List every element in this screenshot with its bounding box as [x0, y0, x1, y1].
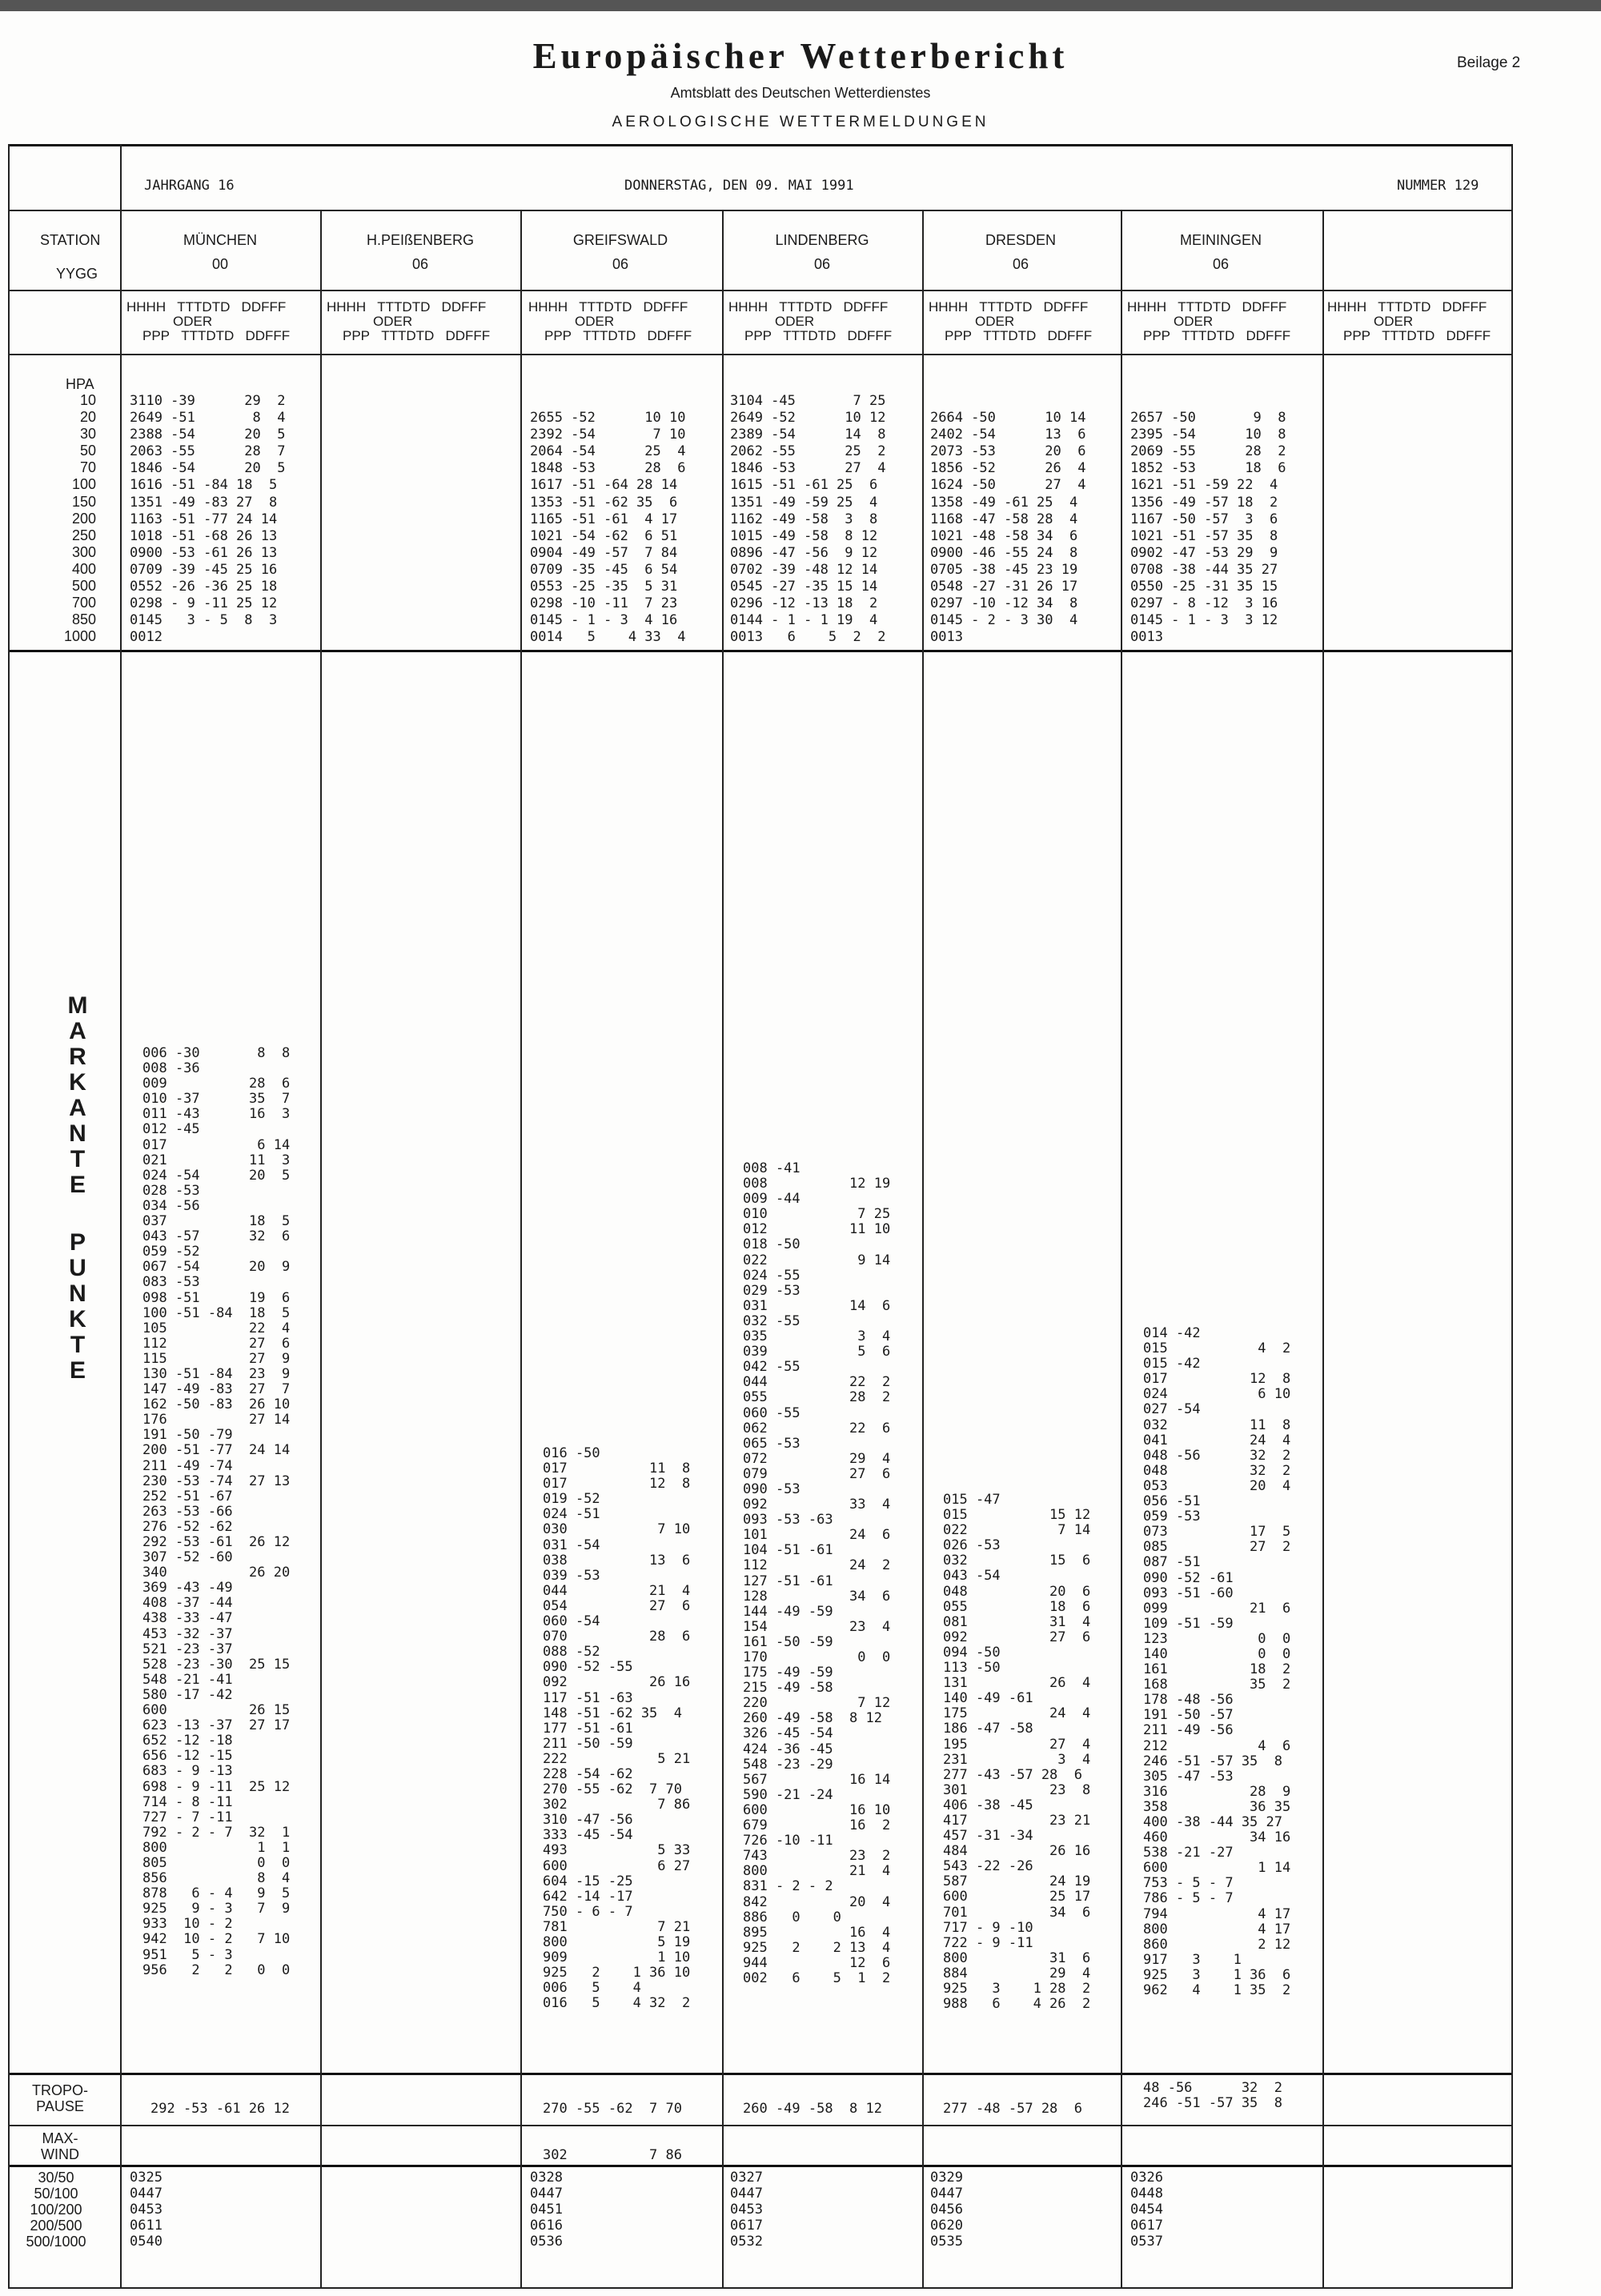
tropopause-label	[0, 2082, 120, 2114]
colhdr-lindenberg	[728, 300, 892, 343]
colhdr-tttdtd: TTTDTD	[583, 328, 636, 343]
tropopause-meiningen: 48 -56 32 2 246 -51 -57 35 8	[1143, 2080, 1282, 2112]
hpa-level-label: 20	[79, 409, 96, 426]
station-name-muenchen: MÜNCHEN	[183, 232, 257, 248]
significant-levels-dresden: 015 -47 015 15 12 022 7 14 026 -53 032 15 6 043 -54 048 20 6 055 18 6 081 31 4 092 27 6 094 -50 113 -50 131 26 4 140 -49 -61 175 24 4 186 -47 -58 195 27 4 231 3 4 277 -43 -57 28 6 301 23 8 406 -38 -45 417 23 21 457 -31 -34 484 26 16 543 -22 -26 587 24 19 600 25 17 701 34 6 717 - 9 -10 722 - 9 -11 800 31 6 884 29 4 925 3 1 28 2 988 6 4 26 2	[943, 1492, 1091, 2013]
colhdr-row-line	[8, 354, 1513, 355]
punkte-letter: T	[70, 1332, 86, 1358]
colhdr-ddfff: DDFFF	[1442, 299, 1487, 315]
colhdr-ppp: PPP	[544, 328, 572, 343]
station-time-lindenberg: 06	[813, 256, 831, 272]
frame-top-line	[8, 144, 1513, 146]
colhdr-meiningen	[1127, 300, 1290, 343]
layers-greifswald: 0328 0447 0451 0616 0536	[530, 2170, 563, 2250]
layer-label: 30/50	[38, 2170, 74, 2186]
colhdr-ddfff: DDFFF	[647, 328, 692, 343]
column-divider	[1121, 210, 1122, 2289]
significant-bottom-line	[8, 2073, 1513, 2075]
frame-right-line	[1511, 144, 1513, 2289]
colhdr-tttdtd: TTTDTD	[979, 299, 1033, 315]
layer-label: 200/500	[30, 2218, 82, 2234]
station-name-dresden: DRESDEN	[985, 232, 1056, 248]
hpa-level-label: 250	[71, 527, 96, 543]
colhdr-tttdtd: TTTDTD	[1178, 299, 1231, 315]
punkte-letter: U	[69, 1255, 86, 1281]
hpa-level-label: 400	[71, 560, 96, 577]
colhdr-greifswald	[528, 300, 692, 343]
significant-levels-lindenberg: 008 -41 008 12 19 009 -44 010 7 25 012 11 10 018 -50 022 9 14 024 -55 029 -53 031 14 6 032 -55 035 3 4 039 5 6 042 -55 044 22 2 055 28 2 060 -55 062 22 6 065 -53 072 29 4 079 27 6 090 -53 092 33 4 093 -53 -63 101 24 6 104 -51 -61 112 24 2 127 -51 -61 128 34 6 144 -49 -59 154 23 4 161 -50 -59 170 0 0 175 -49 -59 215 -49 -58 220 7 12 260 -49 -58 8 12 326 -45 -54 424 -36 -45 548 -23 -29 567 16 14 590 -21 -24 600 16 10 679 16 2 726 -10 -11 743 23 2 800 21 4 831 - 2 - 2 842 20 4 886 0 0 895 16 4 925 2 2 13 4 944 12 6 002 6 5 1 2	[743, 1160, 891, 1986]
markante-letter: K	[69, 1069, 86, 1096]
colhdr-tttdtd: TTTDTD	[1382, 328, 1435, 343]
colhdr-ppp: PPP	[1343, 328, 1371, 343]
hpa-level-label: 300	[71, 543, 96, 560]
station-label: STATION	[40, 232, 101, 248]
markante-letter: M	[67, 992, 88, 1019]
page-title: Europäischer Wetterbericht	[532, 36, 1069, 76]
hpa-level-list	[32, 392, 96, 645]
date-label: DONNERSTAG, DEN 09. MAI 1991	[624, 178, 854, 194]
station-time-dresden: 06	[1012, 256, 1029, 272]
markante-letter: N	[69, 1120, 86, 1147]
significant-levels-greifswald: 016 -50 017 11 8 017 12 8 019 -52 024 -51 030 7 10 031 -54 038 13 6 039 -53 044 21 4 054 27 6 060 -54 070 28 6 088 -52 090 -52 -55 092 26 16 117 -51 -63 148 -51 -62 35 4 177 -51 -61 211 -50 -59 222 5 21 228 -54 -62 270 -55 -62 7 70 302 7 86 310 -47 -56 333 -45 -54 493 5 33 600 6 27 604 -15 -25 642 -14 -17 750 - 6 - 7 781 7 21 800 5 19 909 1 10 925 2 1 36 10 006 5 4 016 5 4 32 2	[543, 1445, 691, 2012]
colhdr-tttdtd: TTTDTD	[181, 328, 235, 343]
hpa-level-label: 850	[71, 611, 96, 628]
issue-number: NUMMER 129	[1397, 178, 1479, 194]
colhdr-tttdtd: TTTDTD	[377, 299, 431, 315]
colhdr-tttdtd: TTTDTD	[783, 328, 837, 343]
colhdr-ddfff: DDFFF	[643, 299, 688, 315]
significant-levels-meiningen: 014 -42 015 4 2 015 -42 017 12 8 024 6 10 027 -54 032 11 8 041 24 4 048 -56 32 2 048 32 2 053 20 4 056 -51 059 -53 073 17 5 085 27 2 087 -51 090 -52 -61 093 -51 -60 099 21 6 109 -51 -59 123 0 0 140 0 0 161 18 2 168 35 2 178 -48 -56 191 -50 -57 211 -49 -56 212 4 6 246 -51 -57 35 8 305 -47 -53 316 28 9 358 36 35 400 -38 -44 35 27 460 34 16 538 -21 -27 600 1 14 753 - 5 - 7 786 - 5 - 7 794 4 17 800 4 17 860 2 12 917 3 1 925 3 1 36 6 962 4 1 35 2	[1143, 1325, 1291, 1999]
station-name-meiningen: MEININGEN	[1179, 232, 1262, 248]
colhdr-hhhh: HHHH	[1327, 299, 1367, 315]
frame-bottom-line	[8, 2287, 1513, 2289]
station-time-greifswald: 06	[612, 256, 629, 272]
tropopause-lindenberg: 260 -49 -58 8 12	[743, 2101, 882, 2117]
hpa-level-label: 150	[71, 493, 96, 510]
column-divider	[1322, 210, 1324, 2289]
volume-label: JAHRGANG 16	[144, 178, 235, 194]
colhdr-tttdtd: TTTDTD	[983, 328, 1037, 343]
colhdr-ddfff: DDFFF	[445, 328, 491, 343]
colhdr-extra	[1327, 300, 1491, 343]
maxwind-label	[0, 2130, 120, 2162]
section-title: AEROLOGISCHE WETTERMELDUNGEN	[612, 114, 989, 130]
colhdr-dresden	[929, 300, 1092, 343]
colhdr-ddfff: DDFFF	[847, 328, 893, 343]
colhdr-tttdtd: TTTDTD	[779, 299, 833, 315]
hpa-level-label: 10	[79, 392, 96, 408]
tropopause-greifswald: 270 -55 -62 7 70	[543, 2101, 682, 2117]
hpa-level-label: 70	[79, 459, 96, 476]
layer-label: 500/1000	[26, 2234, 86, 2250]
colhdr-ddfff: DDFFF	[1047, 328, 1093, 343]
hpa-level-label: 700	[71, 595, 96, 611]
column-divider	[520, 210, 522, 2289]
maxwind-greifswald: 302 7 86	[543, 2147, 682, 2163]
colhdr-tttdtd: TTTDTD	[579, 299, 632, 315]
hpa-level-label: 1000	[63, 628, 96, 645]
colhdr-hhhh: HHHH	[1127, 299, 1167, 315]
colhdr-oder: ODER	[1174, 314, 1214, 329]
hpa-label: HPA	[66, 376, 94, 392]
standard-levels-meiningen: 2657 -50 9 8 2395 -54 10 8 2069 -55 28 2 1852 -53 18 6 1621 -51 -59 22 4 1356 -49 -57 18 2 1167 -50 -57 3 6 1021 -51 -57 35 8 0902 -47 -53 29 9 0708 -38 -44 35 27 0550 -25 -31 35 15 0297 - 8 -12 3 16 0145 - 1 - 3 3 12 0013	[1130, 410, 1286, 646]
colhdr-ddfff: DDFFF	[245, 328, 291, 343]
colhdr-muenchen	[126, 300, 290, 343]
colhdr-hhhh: HHHH	[126, 299, 167, 315]
colhdr-hhhh: HHHH	[528, 299, 568, 315]
layers-muenchen: 0325 0447 0453 0611 0540	[130, 2170, 163, 2250]
colhdr-ddfff: DDFFF	[1246, 328, 1291, 343]
colhdr-oder: ODER	[575, 314, 615, 329]
colhdr-ddfff: DDFFF	[1446, 328, 1491, 343]
markante-letter: E	[69, 1172, 86, 1198]
hpa-level-label: 500	[71, 578, 96, 595]
colhdr-hpeissenberg	[327, 300, 490, 343]
hpa-level-label: 50	[79, 443, 96, 459]
tropopause-dresden: 277 -48 -57 28 6	[943, 2101, 1082, 2117]
station-name-hpeissenberg: H.PEIßENBERG	[366, 232, 475, 248]
standard-levels-greifswald: 2655 -52 10 10 2392 -54 7 10 2064 -54 25 4 1848 -53 28 6 1617 -51 -64 28 14 1353 -51 -62 35 6 1165 -51 -61 4 17 1021 -54 -62 6 51 0904 -49 -57 7 84 0709 -35 -45 6 54 0553 -25 -35 5 31 0298 -10 -11 7 23 0145 - 1 - 3 4 16 0014 5 4 33 4	[530, 410, 686, 646]
punkte-letter: N	[69, 1280, 86, 1307]
colhdr-hhhh: HHHH	[327, 299, 367, 315]
yygg-label: YYGG	[56, 266, 98, 282]
colhdr-ppp: PPP	[945, 328, 973, 343]
punkte-letter: E	[69, 1357, 86, 1384]
standard-levels-dresden: 2664 -50 10 14 2402 -54 13 6 2073 -53 20 6 1856 -52 26 4 1624 -50 27 4 1358 -49 -61 25 4 1168 -47 -58 28 4 1021 -48 -58 34 6 0900 -46 -55 24 8 0705 -38 -45 23 19 0548 -27 -31 26 17 0297 -10 -12 34 8 0145 - 2 - 3 30 4 0013	[930, 410, 1086, 646]
column-divider	[320, 210, 322, 2289]
station-time-muenchen: 00	[211, 256, 229, 272]
standard-levels-muenchen: 3110 -39 29 2 2649 -51 8 4 2388 -54 20 5 2063 -55 28 7 1846 -54 20 5 1616 -51 -84 18 5 1351 -49 -83 27 8 1163 -51 -77 24 14 1018 -51 -68 26 13 0900 -53 -61 26 13 0709 -39 -45 25 16 0552 -26 -36 25 18 0298 - 9 -11 25 12 0145 3 - 5 8 3 0012	[130, 393, 286, 646]
column-divider	[120, 144, 122, 2289]
maxwind-label-line2: WIND	[41, 2146, 79, 2162]
supplement-label: Beilage 2	[1457, 54, 1521, 71]
station-name-greifswald: GREIFSWALD	[572, 232, 668, 248]
station-name-lindenberg: LINDENBERG	[775, 232, 869, 248]
station-time-hpeissenberg: 06	[411, 256, 429, 272]
colhdr-ddfff: DDFFF	[1242, 299, 1287, 315]
colhdr-ddfff: DDFFF	[241, 299, 287, 315]
colhdr-tttdtd: TTTDTD	[381, 328, 435, 343]
markante-letter: A	[69, 1095, 86, 1121]
layers-lindenberg: 0327 0447 0453 0617 0532	[730, 2170, 763, 2250]
header-bottom-line	[8, 210, 1513, 211]
colhdr-oder: ODER	[975, 314, 1015, 329]
significant-levels-muenchen: 006 -30 8 8 008 -36 009 28 6 010 -37 35 7 011 -43 16 3 012 -45 017 6 14 021 11 3 024 -54 20 5 028 -53 034 -56 037 18 5 043 -57 32 6 059 -52 067 -54 20 9 083 -53 098 -51 19 6 100 -51 -84 18 5 105 22 4 112 27 6 115 27 9 130 -51 -84 23 9 147 -49 -83 27 7 162 -50 -83 26 10 176 27 14 191 -50 -79 200 -51 -77 24 14 211 -49 -74 230 -53 -74 27 13 252 -51 -67 263 -53 -66 276 -52 -62 292 -53 -61 26 12 307 -52 -60 340 26 20 369 -43 -49 408 -37 -44 438 -33 -47 453 -32 -37 521 -23 -37 528 -23 -30 25 15 548 -21 -41 580 -17 -42 600 26 15 623 -13 -37 27 17 652 -12 -18 656 -12 -15 683 - 9 -13 698 - 9 -11 25 12 714 - 8 -11 727 - 7 -11 792 - 2 - 7 32 1 800 1 1 805 0 0 856 8 4 878 6 - 4 9 5 925 9 - 3 7 9 933 10 - 2 942 10 - 2 7 10 951 5 - 3 956 2 2 0 0	[142, 1045, 291, 1978]
punkte-letter: P	[69, 1229, 86, 1256]
markante-letter: T	[70, 1146, 86, 1172]
station-time-meiningen: 06	[1212, 256, 1230, 272]
tropopause-muenchen: 292 -53 -61 26 12	[150, 2101, 290, 2117]
frame-left-line	[8, 144, 10, 2289]
markante-letter: A	[69, 1018, 86, 1044]
colhdr-tttdtd: TTTDTD	[1182, 328, 1235, 343]
maxwind-label-line1: MAX-	[42, 2130, 78, 2146]
markante-letter: R	[69, 1044, 86, 1070]
tropopause-label-line1: TROPO-	[32, 2082, 88, 2098]
colhdr-ppp: PPP	[343, 328, 371, 343]
standard-levels-bottom-line	[8, 650, 1513, 652]
colhdr-ddfff: DDFFF	[441, 299, 487, 315]
colhdr-ddfff: DDFFF	[1043, 299, 1089, 315]
maxwind-bottom-line	[8, 2165, 1513, 2167]
colhdr-oder: ODER	[775, 314, 815, 329]
hpa-level-label: 30	[79, 426, 96, 443]
station-row-line	[8, 290, 1513, 291]
colhdr-oder: ODER	[1374, 314, 1414, 329]
tropopause-label-line2: PAUSE	[36, 2098, 84, 2114]
layer-label: 50/100	[34, 2186, 78, 2202]
punkte-letter: K	[69, 1306, 86, 1332]
column-divider	[922, 210, 924, 2289]
page-subtitle: Amtsblatt des Deutschen Wetterdienstes	[670, 85, 931, 101]
colhdr-ppp: PPP	[744, 328, 772, 343]
hpa-level-label: 100	[71, 476, 96, 493]
colhdr-ddfff: DDFFF	[843, 299, 889, 315]
scan-edge-strip	[0, 0, 1601, 11]
colhdr-oder: ODER	[173, 314, 213, 329]
colhdr-hhhh: HHHH	[929, 299, 969, 315]
colhdr-tttdtd: TTTDTD	[1378, 299, 1431, 315]
hpa-level-label: 200	[71, 510, 96, 527]
layers-meiningen: 0326 0448 0454 0617 0537	[1130, 2170, 1163, 2250]
layer-labels	[0, 2170, 112, 2250]
colhdr-tttdtd: TTTDTD	[177, 299, 231, 315]
standard-levels-lindenberg: 3104 -45 7 25 2649 -52 10 12 2389 -54 14 8 2062 -55 25 2 1846 -53 27 4 1615 -51 -61 25 6 1351 -49 -59 25 4 1162 -49 -58 3 8 1015 -49 -58 8 12 0896 -47 -56 9 12 0702 -39 -48 12 14 0545 -27 -35 15 14 0296 -12 -13 18 2 0144 - 1 - 1 19 4 0013 6 5 2 2	[730, 393, 886, 646]
tropo-bottom-line	[8, 2125, 1513, 2126]
layers-dresden: 0329 0447 0456 0620 0535	[930, 2170, 963, 2250]
colhdr-ppp: PPP	[142, 328, 171, 343]
column-divider	[722, 210, 724, 2289]
colhdr-oder: ODER	[373, 314, 413, 329]
colhdr-ppp: PPP	[1143, 328, 1171, 343]
colhdr-hhhh: HHHH	[728, 299, 768, 315]
layer-label: 100/200	[30, 2202, 82, 2218]
